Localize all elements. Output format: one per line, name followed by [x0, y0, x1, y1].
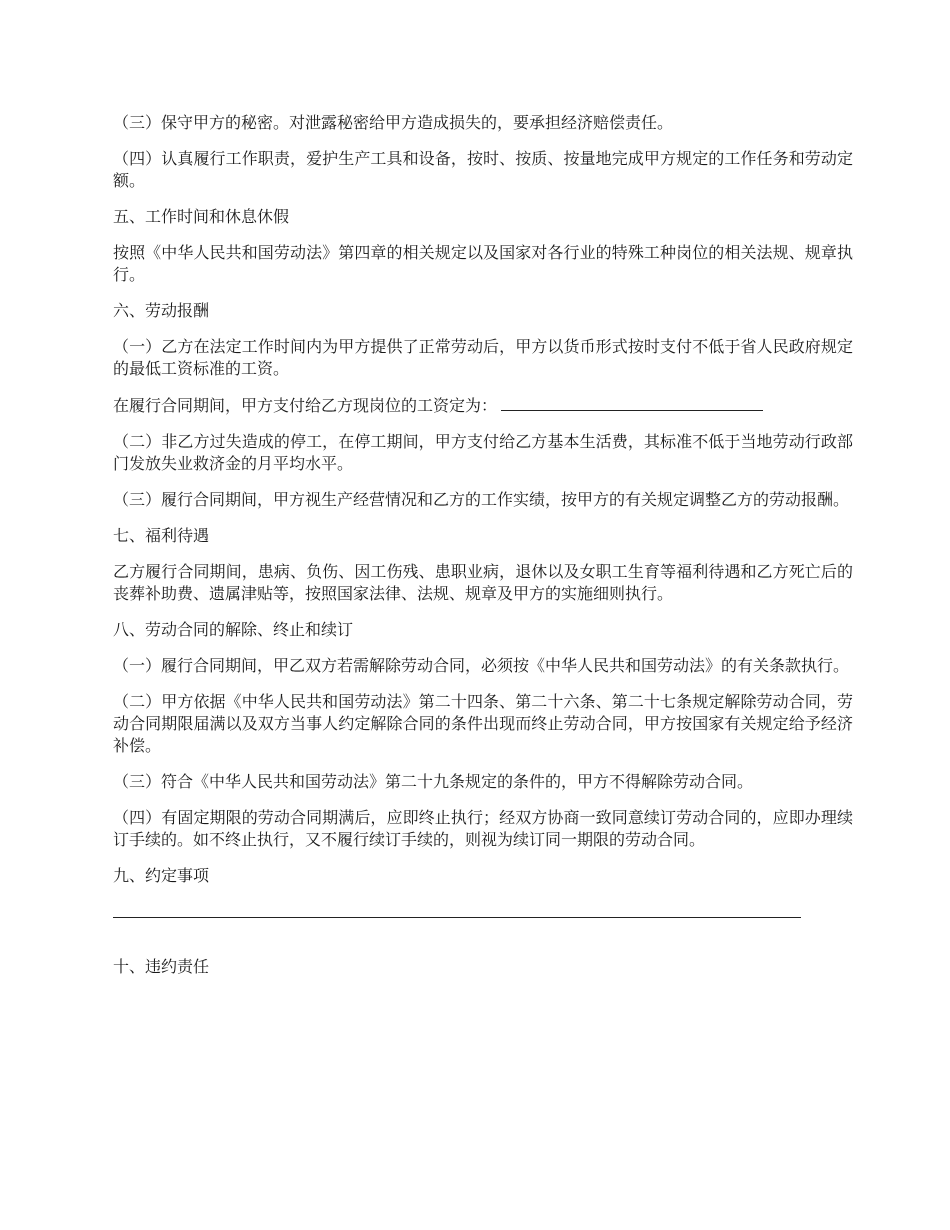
section-heading-agreed-matters: 九、约定事项 — [113, 866, 210, 885]
salary-label: 在履行合同期间，甲方支付给乙方现岗位的工资定为： — [113, 396, 498, 415]
salary-blank-line[interactable] — [501, 394, 763, 411]
section-heading-remuneration: 六、劳动报酬 — [113, 301, 210, 320]
clause-benefits: 乙方履行合同期间，患病、负伤、因工伤残、患职业病，退休以及女职工生育等福利待遇和乙方死亡后的丧葬补助费、遗属津贴等，按照国家法律、法规、规章及甲方的实施细则执行。 — [113, 562, 853, 603]
clause-keep-secrets: （三）保守甲方的秘密。对泄露秘密给甲方造成损失的，要承担经济赔偿责任。 — [113, 113, 674, 132]
clause-work-stoppage: （二）非乙方过失造成的停工，在停工期间，甲方支付给乙方基本生活费，其标准不低于当地劳动行政部门发放失业救济金的月平均水平。 — [113, 432, 853, 473]
section-heading-work-hours: 五、工作时间和休息休假 — [113, 207, 290, 226]
clause-adjust-remuneration: （三）履行合同期间，甲方视生产经营情况和乙方的工作实绩，按甲方的有关规定调整乙方的劳动报酬。 — [113, 490, 850, 509]
clause-termination-2: （二）甲方依据《中华人民共和国劳动法》第二十四条、第二十六条、第二十七条规定解除劳动合同，劳动合同期限届满以及双方当事人约定解除合同的条件出现而终止劳动合同，甲方按国家有关规定给予经济补偿。 — [113, 692, 853, 755]
section-heading-termination: 八、劳动合同的解除、终止和续订 — [113, 620, 354, 639]
clause-termination-4: （四）有固定期限的劳动合同期满后，应即终止执行；经双方协商一致同意续订劳动合同的，应即办理续订手续的。如不终止执行，又不履行续订手续的，则视为续订同一期限的劳动合同。 — [113, 808, 853, 849]
clause-work-hours: 按照《中华人民共和国劳动法》第四章的相关规定以及国家对各行业的特殊工种岗位的相关法规、规章执行。 — [113, 243, 853, 284]
clause-salary-amount — [113, 394, 853, 417]
clause-termination-3: （三）符合《中华人民共和国劳动法》第二十九条规定的条件的，甲方不得解除劳动合同。 — [113, 772, 754, 791]
clause-minimum-wage: （一）乙方在法定工作时间内为甲方提供了正常劳动后，甲方以货币形式按时支付不低于省人民政府规定的最低工资标准的工资。 — [113, 337, 853, 378]
section-heading-liability: 十、违约责任 — [113, 957, 210, 976]
clause-termination-1: （一）履行合同期间，甲乙双方若需解除劳动合同，必须按《中华人民共和国劳动法》的有关条款执行。 — [113, 656, 850, 675]
document-page — [113, 112, 853, 992]
section-heading-benefits: 七、福利待遇 — [113, 526, 210, 545]
agreed-matters-blank-line[interactable] — [113, 901, 801, 918]
clause-perform-duties: （四）认真履行工作职责，爱护生产工具和设备，按时、按质、按量地完成甲方规定的工作任务和劳动定额。 — [113, 149, 853, 190]
